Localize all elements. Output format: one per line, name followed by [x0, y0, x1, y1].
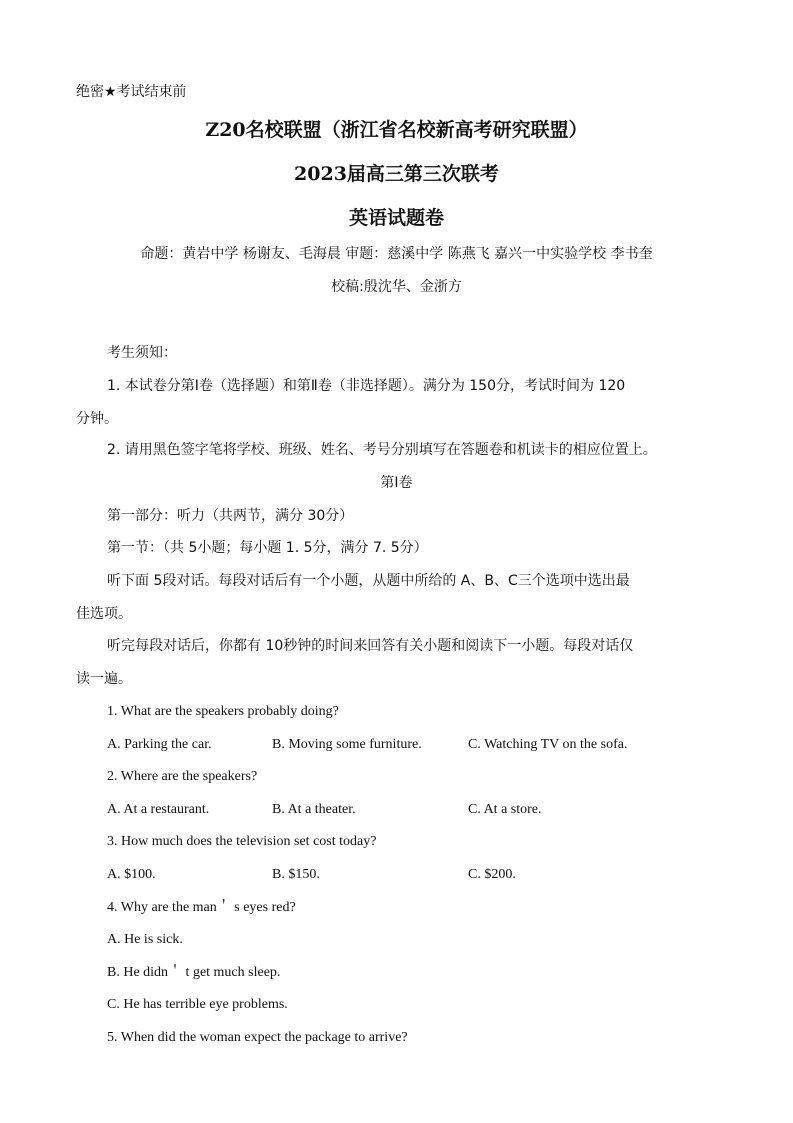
- option-a: A. Parking the car.: [107, 737, 212, 752]
- option-a: A. He is sick.: [107, 932, 183, 947]
- notice-item-1: 1. 本试卷分第Ⅰ卷（选择题）和第Ⅱ卷（非选择题）。满分为 150分，考试时间为 120: [107, 378, 626, 394]
- option-c: C. He has terrible eye problems.: [107, 997, 288, 1012]
- question-stem: 5. When did the woman expect the package to arrive?: [107, 1030, 408, 1045]
- option-c: C. $200.: [468, 867, 516, 882]
- volume-heading: 第Ⅰ卷: [380, 475, 413, 491]
- option-b: B. He didn＇ t get much sleep.: [107, 965, 281, 980]
- authors-line: 命题：黄岩中学 杨谢友、毛海晨 审题：慈溪中学 陈燕飞 嘉兴一中实验学校 李书奎: [140, 246, 653, 262]
- option-a: A. At a restaurant.: [107, 802, 210, 817]
- instruction-paragraph-2-continued: 读一遍。: [76, 671, 132, 687]
- notice-item-2: 2. 请用黑色签字笔将学校、班级、姓名、考号分别填写在答题卷和机读卡的相应位置上。: [107, 442, 657, 458]
- instruction-paragraph-1: 听下面 5段对话。每段对话后有一个小题，从题中所给的 A、B、C三个选项中选出最: [107, 573, 630, 589]
- question-stem: 3. How much does the television set cost today?: [107, 834, 377, 849]
- option-c: C. At a store.: [468, 802, 542, 817]
- question-stem: 1. What are the speakers probably doing?: [107, 704, 339, 719]
- exam-title-session: 2023届高三第三次联考: [294, 163, 499, 185]
- question-stem: 4. Why are the man＇ s eyes red?: [107, 900, 296, 915]
- exam-title-alliance: Z20名校联盟（浙江省名校新高考研究联盟）: [205, 119, 588, 141]
- option-c: C. Watching TV on the sofa.: [468, 737, 628, 752]
- notice-item-1-continued: 分钟。: [76, 411, 118, 427]
- option-b: B. $150.: [272, 867, 320, 882]
- option-b: B. Moving some furniture.: [272, 737, 422, 752]
- instruction-paragraph-1-continued: 佳选项。: [76, 606, 132, 622]
- question-stem: 2. Where are the speakers?: [107, 769, 258, 784]
- part-heading: 第一部分：听力（共两节，满分 30分）: [107, 508, 354, 524]
- option-b: B. At a theater.: [272, 802, 356, 817]
- option-a: A. $100.: [107, 867, 156, 882]
- proofreaders-line: 校稿:殷沈华、金浙方: [331, 279, 462, 295]
- notice-heading: 考生须知：: [107, 345, 177, 361]
- instruction-paragraph-2: 听完每段对话后，你都有 10秒钟的时间来回答有关小题和阅读下一小题。每段对话仅: [107, 638, 634, 654]
- confidential-label: 绝密★考试结束前: [76, 84, 187, 100]
- exam-title-subject: 英语试题卷: [348, 207, 444, 229]
- section-heading: 第一节：（共 5小题；每小题 1. 5分，满分 7. 5分）: [107, 540, 428, 556]
